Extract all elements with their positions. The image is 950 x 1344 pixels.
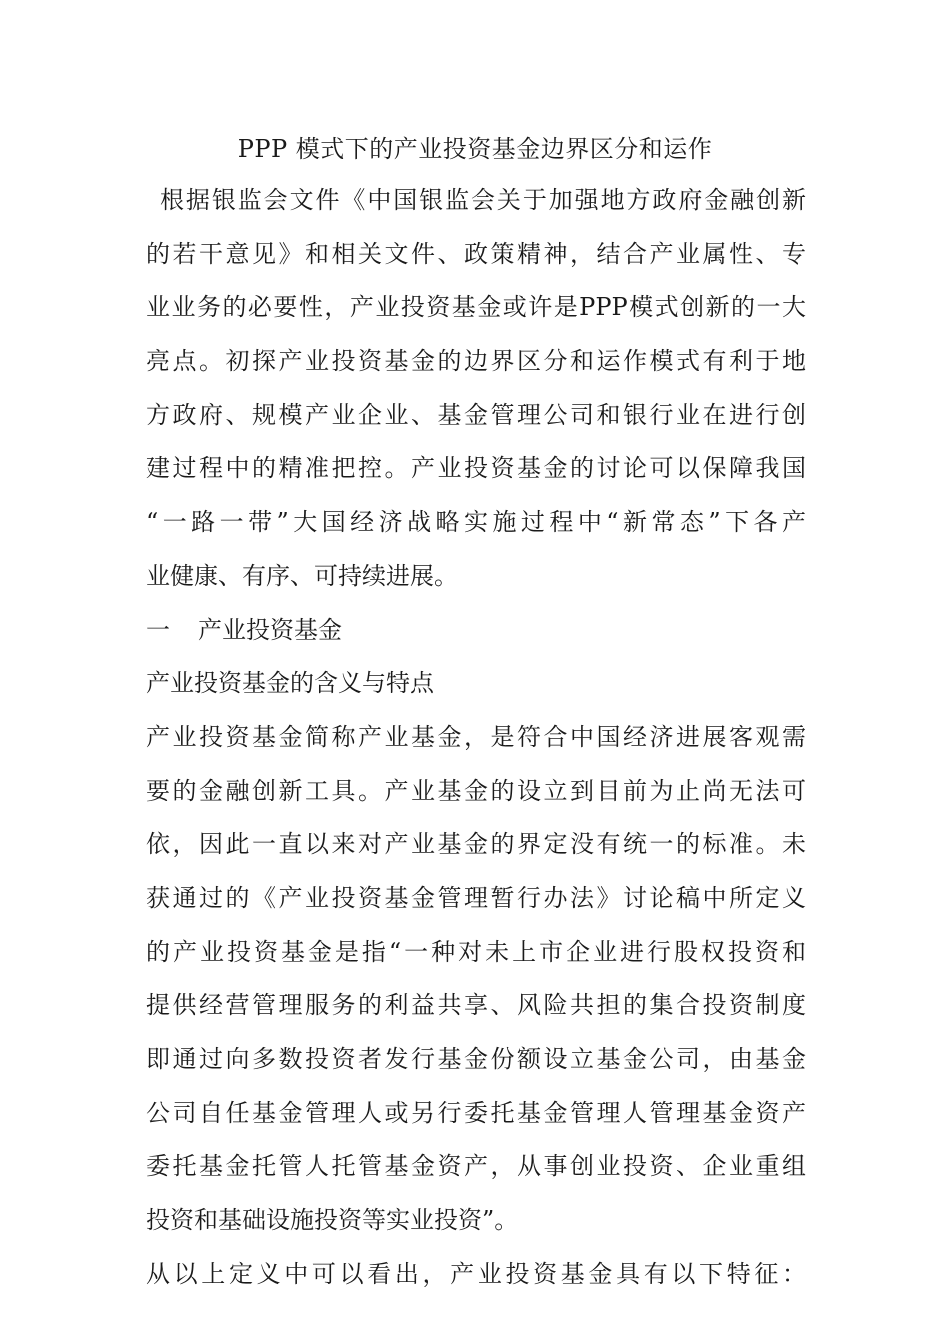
document-body [146,183,806,1310]
section-heading [146,613,806,667]
paragraph-line: 的产业投资基金是指“一种对未上市企业进行股权投资和 [146,937,806,966]
paragraph-line: 委托基金托管人托管基金资产，从事创业投资、企业重组 [146,1152,806,1181]
paragraph-line: 获通过的《产业投资基金管理暂行办法》讨论稿中所定义 [146,883,806,912]
section-number: 一 [146,615,170,644]
closing-line: 从以上定义中可以看出，产业投资基金具有以下特征： [146,1259,806,1288]
paragraph-line: 投资和基础设施投资等实业投资”。 [146,1206,519,1235]
paragraph-line: 亮点。初探产业投资基金的边界区分和运作模式有利于地 [146,347,806,376]
paragraph-line: 依，因此一直以来对产业基金的界定没有统一的标准。未 [146,830,806,859]
section-title: 产业投资基金 [198,615,342,644]
paragraph-line: 即通过向多数投资者发行基金份额设立基金公司，由基金 [146,1045,806,1073]
paragraph-line: 根据银监会文件《中国银监会关于加强地方政府金融创新 [160,186,806,214]
paragraph-line: 产业投资基金简称产业基金，是符合中国经济进展客观需 [146,722,806,751]
document-title: PPP 模式下的产业投资基金边界区分和运作 [237,135,713,163]
paragraph-line: 业健康、有序、可持续进展。 [146,561,458,590]
paragraph-line: 要的金融创新工具。产业基金的设立到目前为止尚无法可 [146,776,806,805]
paragraph-line: “一路一带”大国经济战略实施过程中“新常态”下各产 [146,508,806,537]
paragraph-line: 建过程中的精准把控。产业投资基金的讨论可以保障我国 [146,454,806,483]
paragraph-line: 提供经营管理服务的利益共享、风险共担的集合投资制度 [146,991,806,1020]
paragraph-line: 的若干意见》和相关文件、政策精神，结合产业属性、专 [146,239,806,268]
paragraph-line: 公司自任基金管理人或另行委托基金管理人管理基金资产 [146,1098,806,1127]
subsection-heading: 产业投资基金的含义与特点 [146,669,434,698]
paragraph-line: 方政府、规模产业企业、基金管理公司和银行业在进行创 [146,400,806,429]
paragraph-line: 业业务的必要性，产业投资基金或许是PPP模式创新的一大 [146,293,806,322]
